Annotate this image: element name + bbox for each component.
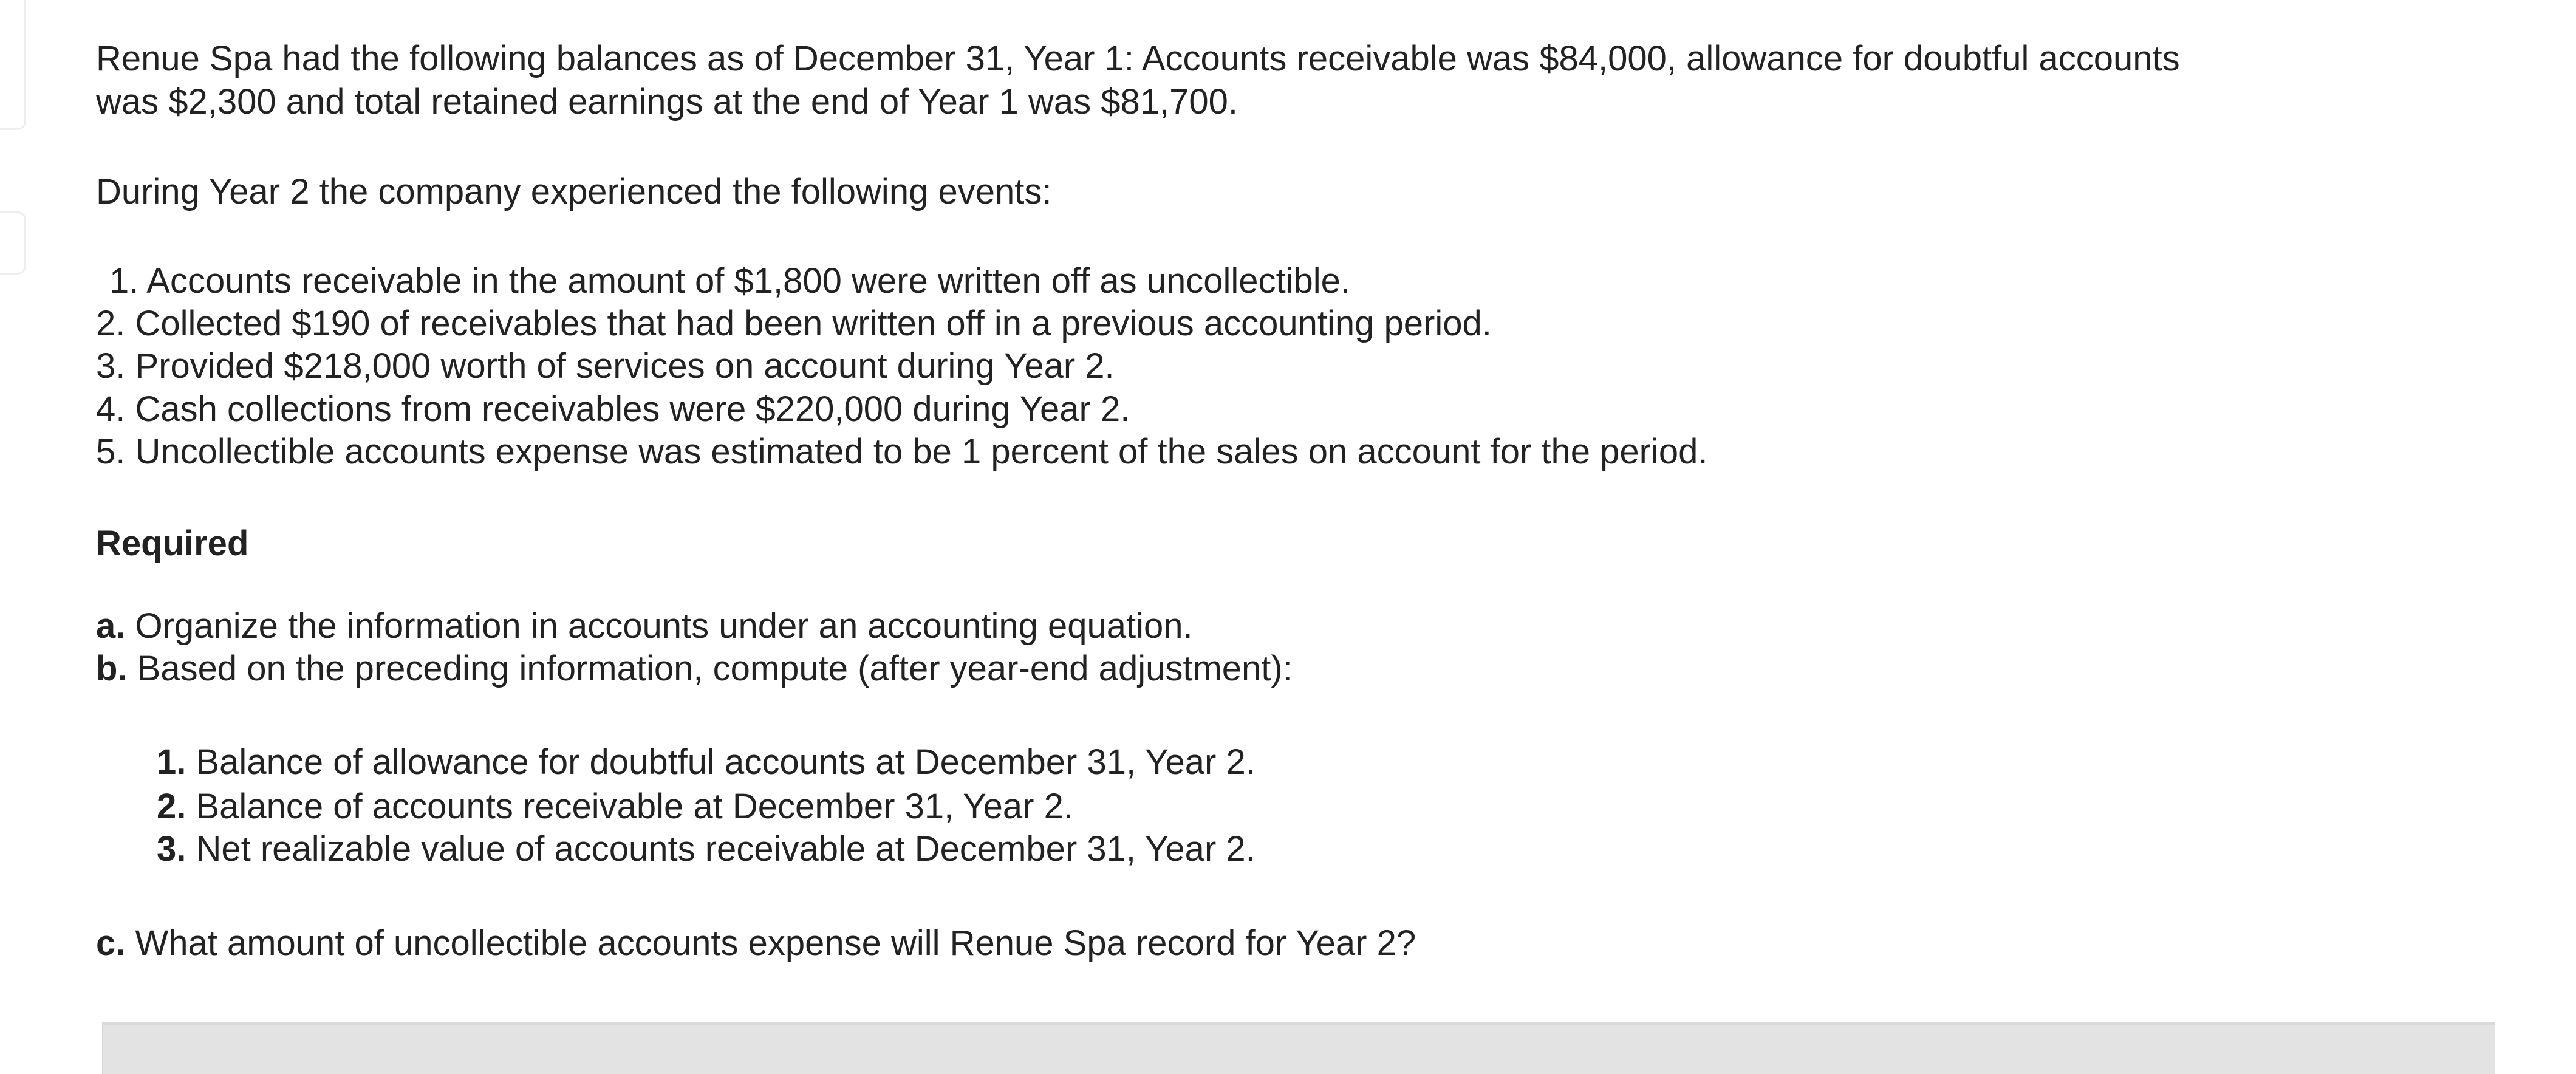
part-a: [96, 605, 1193, 648]
subpart-2: [157, 785, 1073, 828]
answer-panel: [102, 1022, 2495, 1074]
intro-line-2: was $2,300 and total retained earnings at the end of Year 1 was $81,700.: [96, 82, 1238, 121]
subpart-label: 1.: [157, 742, 186, 782]
side-tab-2[interactable]: [0, 211, 26, 275]
subpart-text: Balance of allowance for doubtful accounts at December 31, Year 2.: [186, 742, 1256, 782]
part-text: Organize the information in accounts under an accounting equation.: [125, 606, 1193, 646]
event-item: 2. Collected $190 of receivables that had been written off in a previous accounting period.: [96, 304, 1492, 343]
part-text: Based on the preceding information, compute (after year-end adjustment):: [127, 649, 1293, 688]
event-item: 4. Cash collections from receivables were $220,000 during Year 2.: [96, 389, 1130, 429]
part-label: a.: [96, 606, 126, 646]
part-label: c.: [96, 923, 126, 963]
required-heading: [96, 522, 248, 565]
event-item: 1. Accounts receivable in the amount of $1,800 were written off as uncollectible.: [109, 261, 1351, 301]
subpart-label: 2.: [157, 787, 186, 826]
subpart-text: Net realizable value of accounts receivable at December 31, Year 2.: [186, 829, 1256, 869]
part-text: What amount of uncollectible accounts expense will Renue Spa record for Year 2?: [125, 923, 1416, 963]
subpart-3: [157, 828, 1256, 870]
part-c: [96, 922, 1416, 965]
events-heading: During Year 2 the company experienced the following events:: [96, 172, 1052, 211]
subpart-label: 3.: [157, 829, 186, 869]
event-item: 3. Provided $218,000 worth of services on account during Year 2.: [96, 346, 1115, 386]
subpart-text: Balance of accounts receivable at December 31, Year 2.: [186, 787, 1073, 826]
required-label: Required: [96, 524, 249, 563]
subpart-1: [157, 741, 1256, 784]
part-b: [96, 648, 1293, 690]
side-tab-1[interactable]: [0, 0, 26, 130]
part-label: b.: [96, 649, 128, 688]
intro-line-1: Renue Spa had the following balances as of December 31, Year 1: Accounts receivable was $84,000, allowance for doubtful accounts: [96, 39, 2180, 78]
event-item: 5. Uncollectible accounts expense was estimated to be 1 percent of the sales on account for the period.: [96, 432, 1708, 471]
